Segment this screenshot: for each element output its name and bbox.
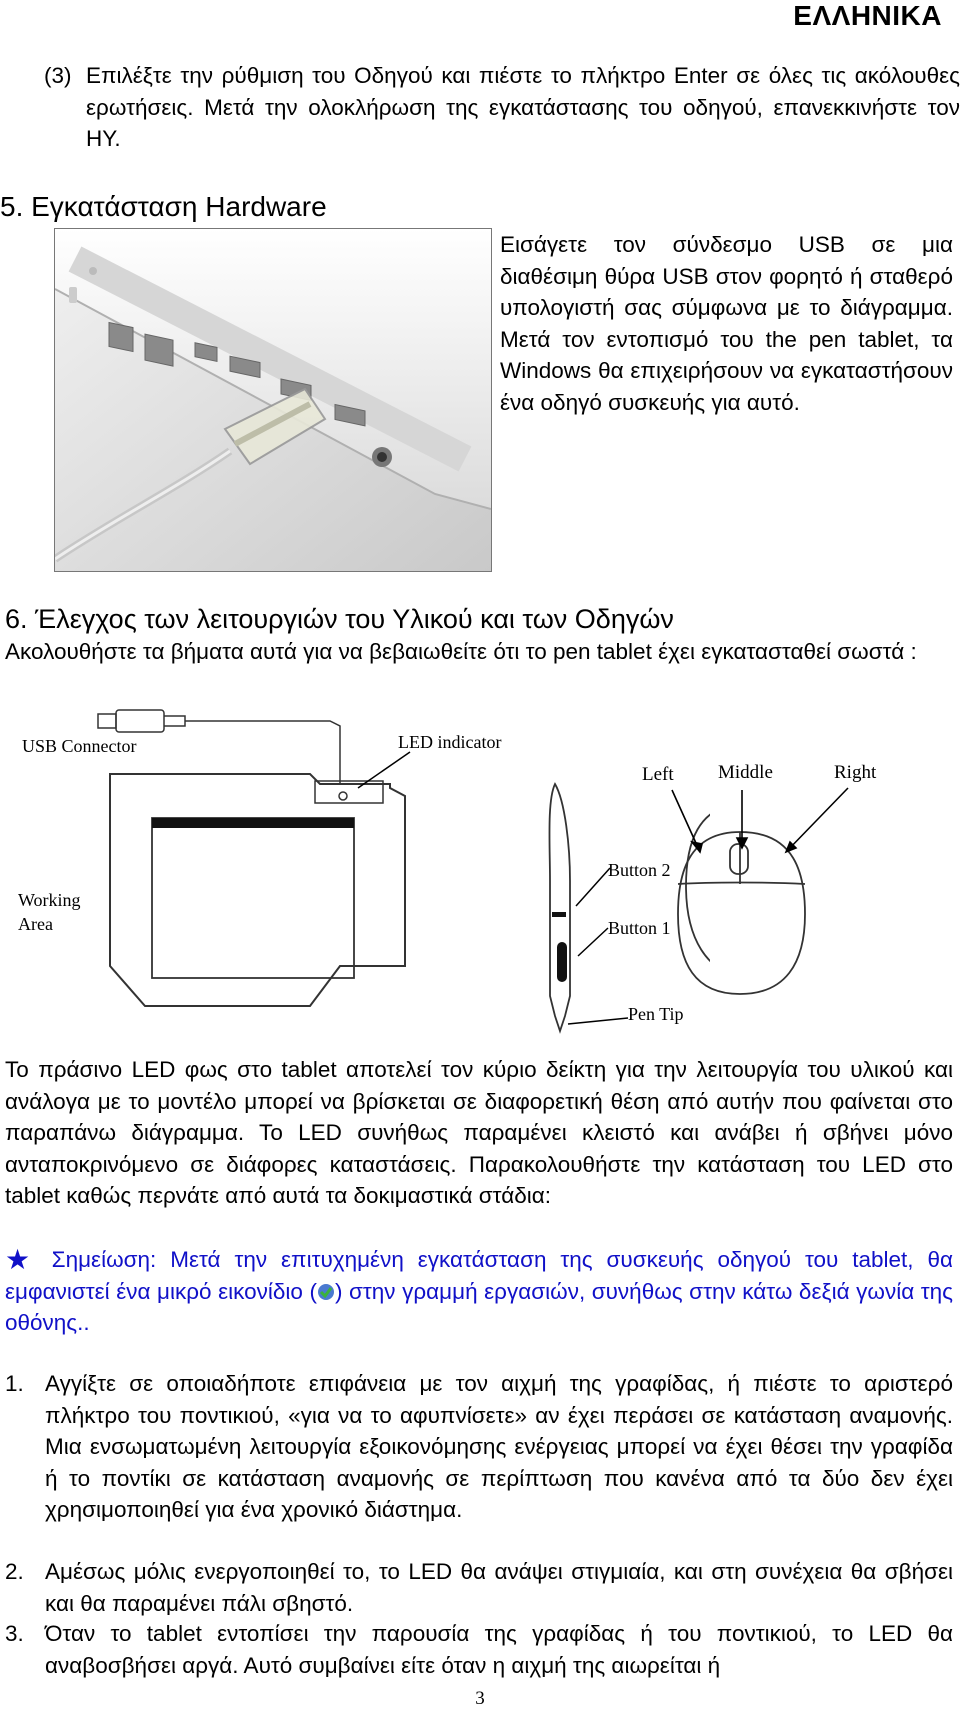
laptop-usb-photo: [54, 228, 492, 572]
list-item: [5, 1368, 953, 1526]
step-3: [44, 60, 960, 155]
section-5-title: 5. Εγκατάσταση Hardware: [0, 191, 327, 222]
list-item: [5, 1618, 953, 1681]
label-led-indicator: LED indicator: [398, 732, 502, 752]
star-icon: ★: [5, 1244, 38, 1275]
page-number: 3: [475, 1688, 485, 1709]
language-header: ΕΛΛΗΝΙΚΑ: [793, 0, 942, 31]
section-6-title: 6. Έλεγχος των λειτουργιών του Υλικού και των Οδηγών: [5, 604, 674, 634]
note-text-before: Σημείωση: Μετά την επιτυχημένη εγκατάσταση της συσκευής οδηγού του tablet, θα εμφανιστεί ένα μικρό εικονίδιο (: [5, 1247, 953, 1304]
section-5-body: Εισάγετε τον σύνδεσμο USB σε μια διαθέσιμη θύρα USB στον φορητό ή σταθερό υπολογιστή σας σύμφωνα με το διάγραμμα. Μετά τον εντοπισμό του the pen tablet, τα Windows θα επιχειρήσουν να εγκαταστήσουν ένα οδηγό συσκευής για αυτό.: [500, 232, 953, 415]
mouse-diagram: [590, 756, 920, 996]
list-item-number: 1.: [5, 1371, 24, 1396]
section-6-intro: Ακολουθήστε τα βήματα αυτά για να βεβαιωθείτε ότι το pen tablet έχει εγκατασταθεί σωστά :: [5, 639, 917, 664]
label-left: Left: [642, 764, 674, 785]
list-item-text: Αμέσως μόλις ενεργοποιηθεί το, το LED θα ανάψει στιγμιαία, και στη συνέχεια θα σβήσει και θα παραμένει πάλι σβηστό.: [45, 1559, 953, 1616]
label-working-area-1: Working: [18, 890, 81, 910]
led-paragraph: Το πράσινο LED φως στο tablet αποτελεί τον κύριο δείκτη για την λειτουργία του υλικού και ανάλογα με το μοντέλο μπορεί να βρίσκεται σε διαφορετική θέση από αυτήν που φαίνεται στο παραπάνω διάγραμμα. Το LED συνήθως παραμένει κλειστό και ανάβει ή σβήνει μόνο ανταποκρινόμενο σε διάφορες καταστάσεις. Παρακολουθήστε την κατάσταση του LED στο tablet καθώς περνάτε από αυτά τα δοκιμαστικά στάδια:: [5, 1057, 953, 1208]
step-3-text: Επιλέξτε την ρύθμιση του Οδηγού και πιέστε το πλήκτρο Enter σε όλες τις ακόλουθες ερωτήσεις. Μετά την ολοκλήρωση της εγκατάστασης του οδηγού, επανεκκινήστε τον ΗΥ.: [86, 63, 960, 151]
list-item-text: Αγγίξτε σε οποιαδήποτε επιφάνεια με τον αιχμή της γραφίδας, ή πιέστε το αριστερό πλήκτρο του ποντικιού, «για να το αφυπνίσετε» αν έχει περάσει σε κατάσταση αναμονής. Μια ενσωματωμένη λειτουργία εξοικονόμησης ενέργειας μπορεί να έχει θέσει την γραφίδα ή το ποντίκι σε κατάσταση αναμονής σε περίπτωση που κανένα από τα δύο δεν έχει χρησιμοποιηθεί για ένα χρονικό διάστημα.: [45, 1371, 953, 1522]
label-middle: Middle: [718, 762, 773, 783]
list-item-number: 3.: [5, 1621, 24, 1646]
label-right: Right: [834, 762, 877, 783]
list-item: [5, 1556, 953, 1619]
note-paragraph: [5, 1244, 953, 1339]
label-usb-connector: USB Connector: [22, 736, 137, 756]
note-text-after: ) στην γραμμή εργασιών, συνήθως στην κάτω δεξιά γωνία της οθόνης..: [5, 1278, 953, 1335]
label-button-1: Button 1: [608, 918, 671, 938]
step-3-number: (3): [44, 63, 72, 88]
label-pen-tip: Pen Tip: [628, 1004, 684, 1024]
list-item-text: Όταν το tablet εντοπίσει την παρουσία της γραφίδας ή του ποντικιού, το LED θα αναβοσβήσει αργά. Αυτό συμβαίνει είτε όταν η αιχμή της αιωρείται ή: [45, 1621, 953, 1678]
tablet-tray-icon: [317, 1278, 335, 1296]
label-working-area-2: Area: [18, 914, 53, 934]
list-item-number: 2.: [5, 1559, 24, 1584]
label-button-2: Button 2: [608, 860, 671, 880]
